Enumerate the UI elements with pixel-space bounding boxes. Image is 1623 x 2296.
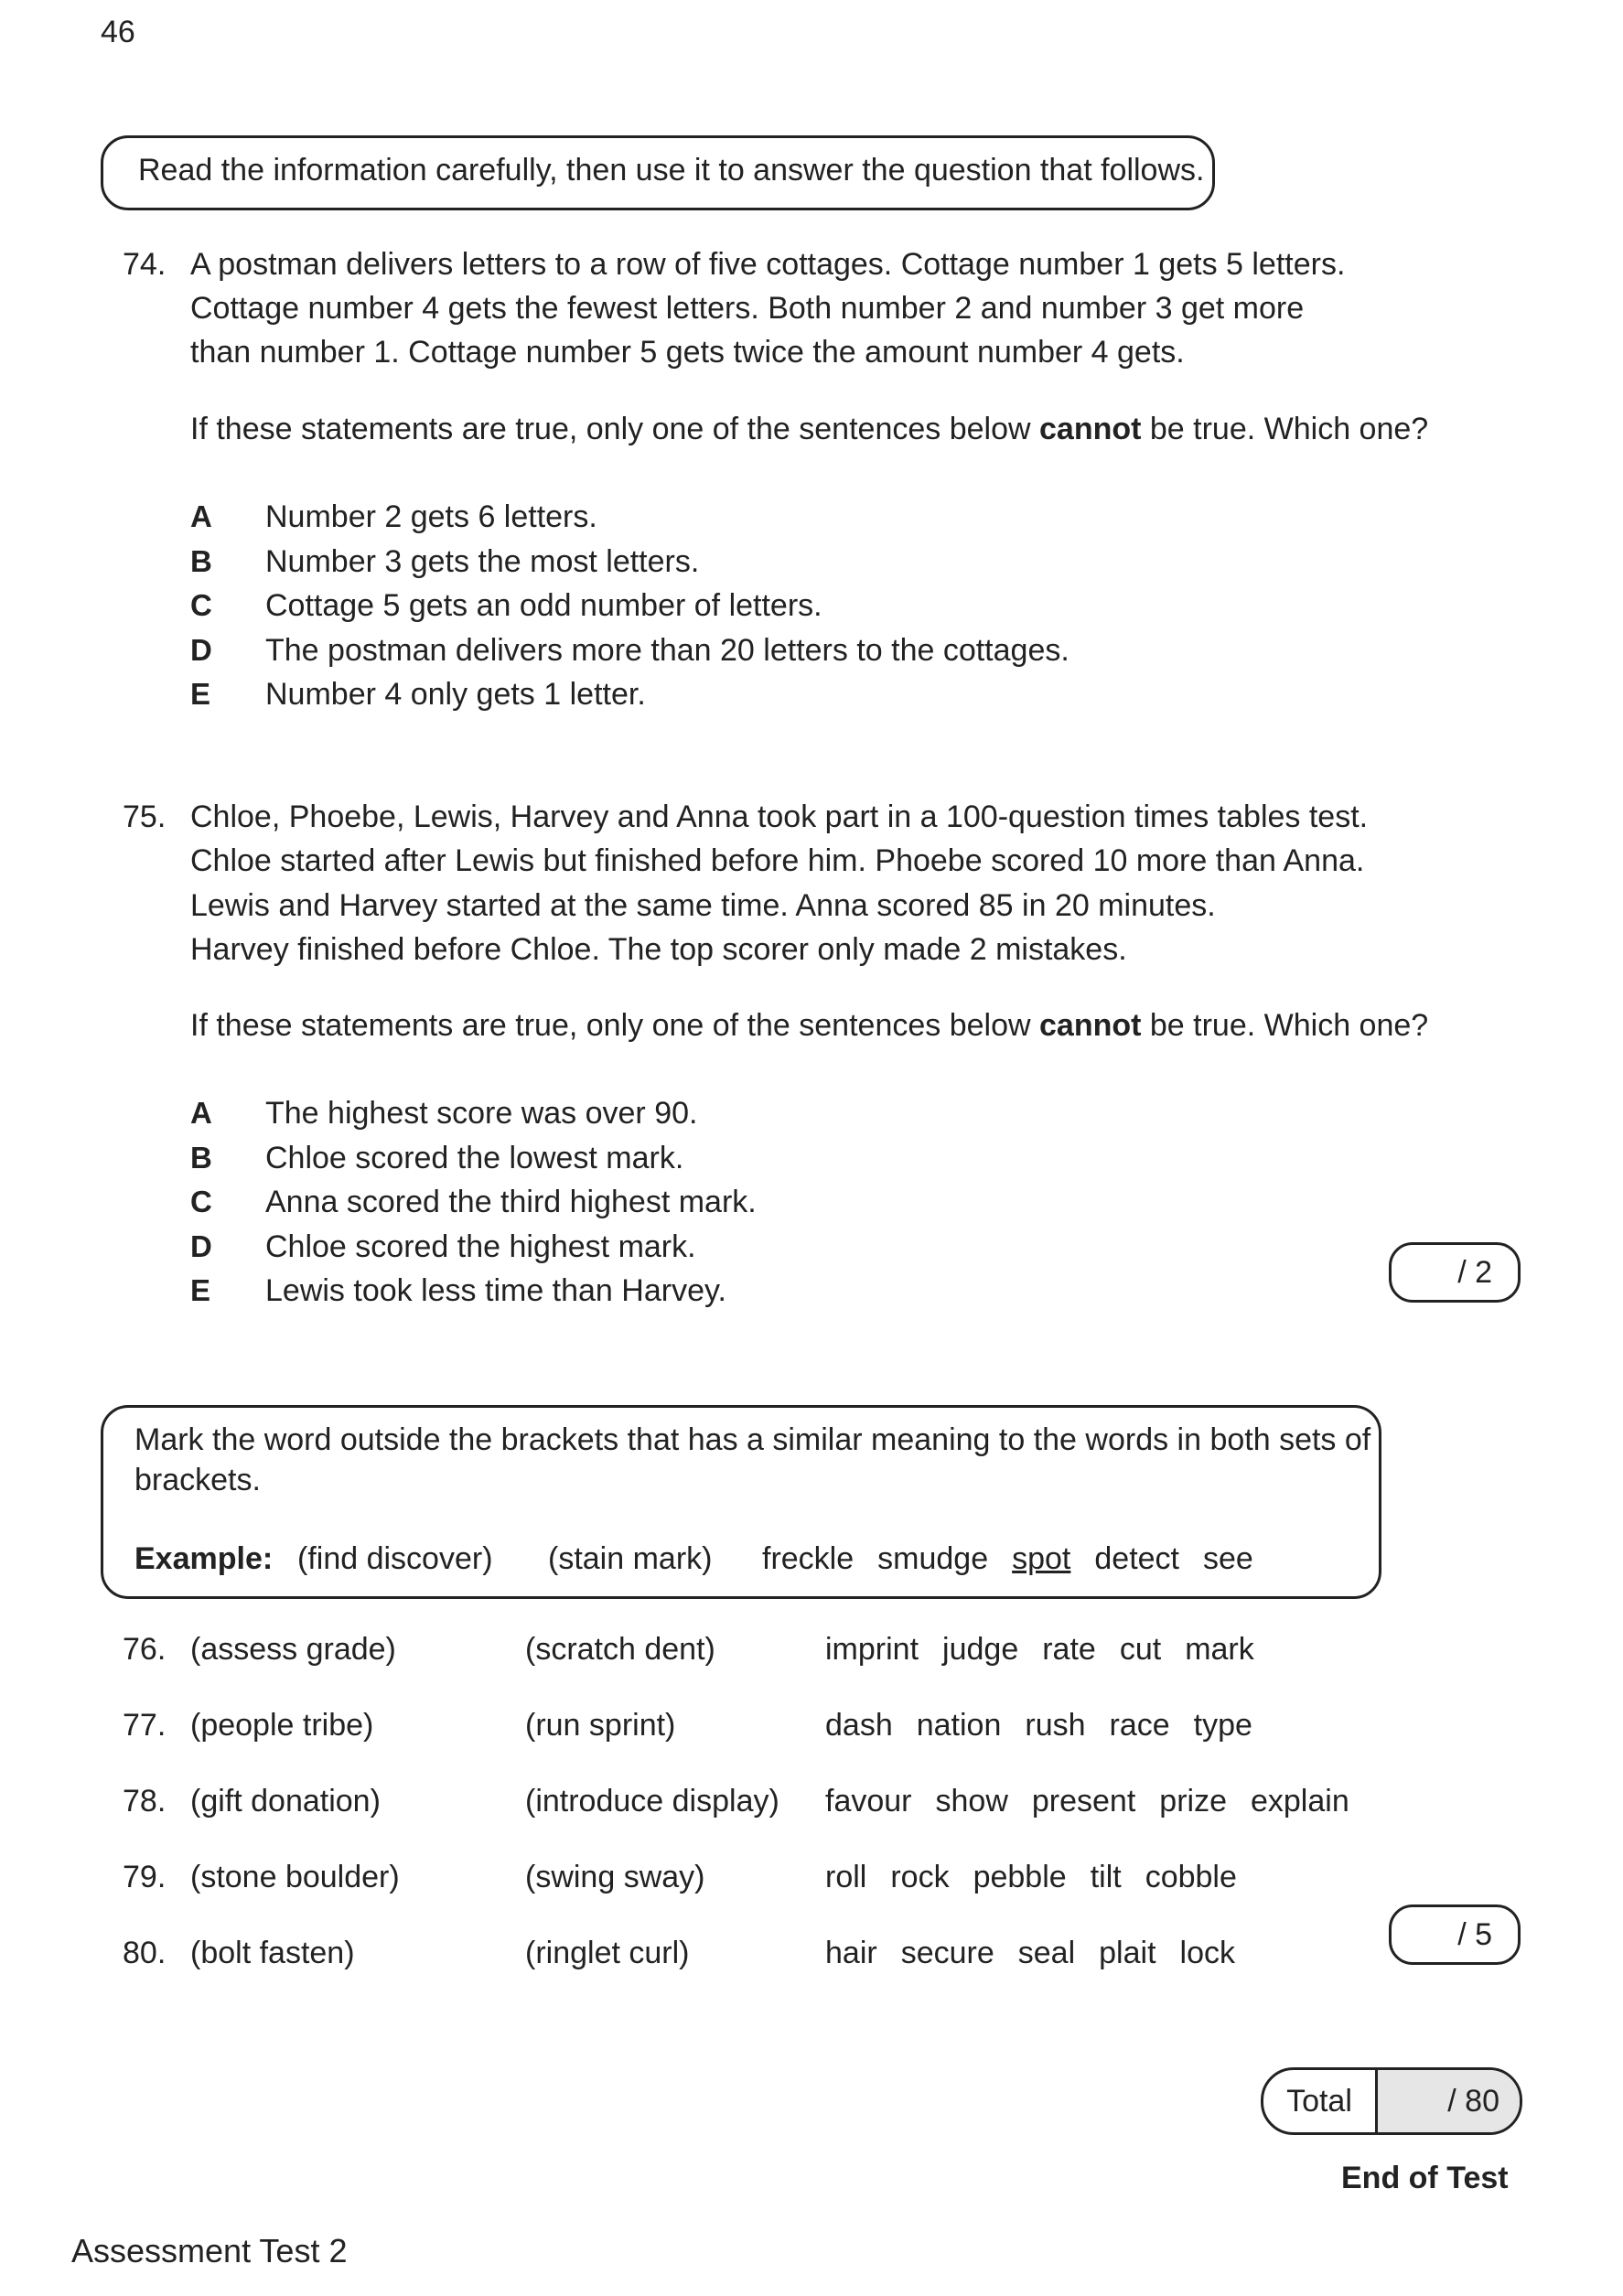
word-option[interactable]: type <box>1193 1708 1252 1743</box>
word-options <box>825 1784 1373 1819</box>
word-options <box>825 1860 1261 1895</box>
question-number: 74. <box>123 247 167 282</box>
instruction-text: brackets. <box>134 1463 261 1497</box>
option-letter[interactable]: C <box>190 1185 212 1218</box>
question-text-line: Cottage number 4 gets the fewest letters. Both number 2 and number 3 get more <box>190 291 1305 326</box>
total-score-box <box>1261 2067 1522 2135</box>
bracket-set-1: (bolt fasten) <box>190 1936 355 1970</box>
question-number: 76. <box>123 1632 167 1667</box>
word-option[interactable]: secure <box>900 1936 994 1970</box>
question-number: 75. <box>123 799 167 834</box>
word-option[interactable]: nation <box>916 1708 1002 1743</box>
option-letter[interactable]: D <box>190 633 212 667</box>
word-option[interactable]: rate <box>1042 1632 1096 1667</box>
bracket-set-2: (swing sway) <box>525 1860 705 1894</box>
page-number: 46 <box>101 15 135 49</box>
example-set-2: (stain mark) <box>548 1541 713 1576</box>
word-option[interactable]: cobble <box>1145 1860 1237 1894</box>
question-number: 77. <box>123 1708 167 1743</box>
bracket-set-1: (gift donation) <box>190 1784 381 1819</box>
question-prompt: If these statements are true, only one of the sentences below cannot be true. Which one? <box>190 1008 1429 1043</box>
word-options <box>825 1632 1278 1668</box>
word-options <box>825 1708 1276 1743</box>
word-option[interactable]: lock <box>1179 1936 1235 1970</box>
question-number: 78. <box>123 1784 167 1819</box>
question-text-line: than number 1. Cottage number 5 gets twice the amount number 4 gets. <box>190 335 1185 370</box>
score-box[interactable]: / 2 <box>1389 1242 1521 1303</box>
bracket-set-2: (ringlet curl) <box>525 1936 690 1970</box>
instruction-box <box>101 135 1215 210</box>
example-label: Example: <box>134 1541 274 1576</box>
footer-title: Assessment Test 2 <box>71 2232 348 2269</box>
bracket-set-1: (assess grade) <box>190 1632 396 1667</box>
end-of-test-label: End of Test <box>1341 2161 1509 2195</box>
bracket-set-2: (introduce display) <box>525 1784 779 1819</box>
question-text-line: A postman delivers letters to a row of five cottages. Cottage number 1 gets 5 letters. <box>190 247 1346 282</box>
instruction-text: Read the information carefully, then use it to answer the question that follows. <box>138 153 1205 188</box>
word-option[interactable]: imprint <box>825 1632 919 1667</box>
option-letter[interactable]: E <box>190 677 211 711</box>
word-option[interactable]: judge <box>942 1632 1019 1667</box>
example-answer-word: spot <box>1012 1541 1071 1576</box>
option-text[interactable]: Chloe scored the highest mark. <box>265 1229 696 1264</box>
question-text-line: Harvey finished before Chloe. The top scorer only made 2 mistakes. <box>190 932 1127 967</box>
total-label: Total <box>1263 2070 1378 2132</box>
word-option[interactable]: prize <box>1159 1784 1227 1819</box>
word-option[interactable]: dash <box>825 1708 893 1743</box>
example-word: see <box>1203 1541 1253 1576</box>
word-option[interactable]: present <box>1031 1784 1136 1819</box>
word-option[interactable]: show <box>935 1784 1008 1819</box>
question-text-line: Chloe, Phoebe, Lewis, Harvey and Anna took part in a 100-question times tables test. <box>190 799 1369 834</box>
question-text-line: Lewis and Harvey started at the same time. Anna scored 85 in 20 minutes. <box>190 888 1216 923</box>
option-text[interactable]: Number 2 gets 6 letters. <box>265 499 597 534</box>
example-word: smudge <box>877 1541 989 1576</box>
example-word: detect <box>1094 1541 1179 1576</box>
option-text[interactable]: Cottage 5 gets an odd number of letters. <box>265 588 822 623</box>
option-letter[interactable]: A <box>190 499 212 533</box>
option-letter[interactable]: E <box>190 1273 211 1307</box>
example-set-1: (find discover) <box>297 1541 493 1576</box>
question-prompt: If these statements are true, only one of the sentences below cannot be true. Which one? <box>190 412 1429 446</box>
word-option[interactable]: rush <box>1025 1708 1086 1743</box>
option-text[interactable]: Anna scored the third highest mark. <box>265 1185 757 1219</box>
bracket-set-1: (stone boulder) <box>190 1860 400 1894</box>
score-box[interactable]: / 5 <box>1389 1904 1521 1965</box>
option-letter[interactable]: B <box>190 544 212 578</box>
instruction-text: Mark the word outside the brackets that has a similar meaning to the words in both sets of <box>134 1422 1371 1457</box>
word-option[interactable]: rock <box>890 1860 950 1894</box>
word-options <box>825 1936 1259 1971</box>
question-number: 79. <box>123 1860 167 1894</box>
instruction-box <box>101 1405 1381 1599</box>
word-option[interactable]: race <box>1109 1708 1170 1743</box>
word-option[interactable]: favour <box>825 1784 912 1819</box>
question-number: 80. <box>123 1936 167 1970</box>
word-option[interactable]: cut <box>1119 1632 1162 1667</box>
word-option[interactable]: mark <box>1185 1632 1254 1667</box>
word-option[interactable]: seal <box>1017 1936 1076 1970</box>
word-option[interactable]: pebble <box>973 1860 1067 1894</box>
word-option[interactable]: tilt <box>1090 1860 1122 1894</box>
option-text[interactable]: Number 3 gets the most letters. <box>265 544 700 579</box>
example-words <box>762 1541 1277 1577</box>
word-option[interactable]: hair <box>825 1936 877 1970</box>
option-text[interactable]: Number 4 only gets 1 letter. <box>265 677 646 712</box>
example-word: freckle <box>762 1541 854 1576</box>
option-letter[interactable]: A <box>190 1096 212 1130</box>
word-option[interactable]: plait <box>1099 1936 1156 1970</box>
option-text[interactable]: The postman delivers more than 20 letters to the cottages. <box>265 633 1069 668</box>
option-text[interactable]: Lewis took less time than Harvey. <box>265 1273 726 1308</box>
bracket-set-1: (people tribe) <box>190 1708 374 1743</box>
option-letter[interactable]: D <box>190 1229 212 1263</box>
word-option[interactable]: roll <box>825 1860 867 1894</box>
word-option[interactable]: explain <box>1250 1784 1349 1819</box>
question-text-line: Chloe started after Lewis but finished before him. Phoebe scored 10 more than Anna. <box>190 843 1365 878</box>
option-text[interactable]: The highest score was over 90. <box>265 1096 698 1131</box>
bracket-set-2: (run sprint) <box>525 1708 676 1743</box>
total-value[interactable]: / 80 <box>1378 2070 1520 2132</box>
option-letter[interactable]: B <box>190 1141 212 1175</box>
option-letter[interactable]: C <box>190 588 212 622</box>
option-text[interactable]: Chloe scored the lowest mark. <box>265 1141 684 1175</box>
bracket-set-2: (scratch dent) <box>525 1632 715 1667</box>
